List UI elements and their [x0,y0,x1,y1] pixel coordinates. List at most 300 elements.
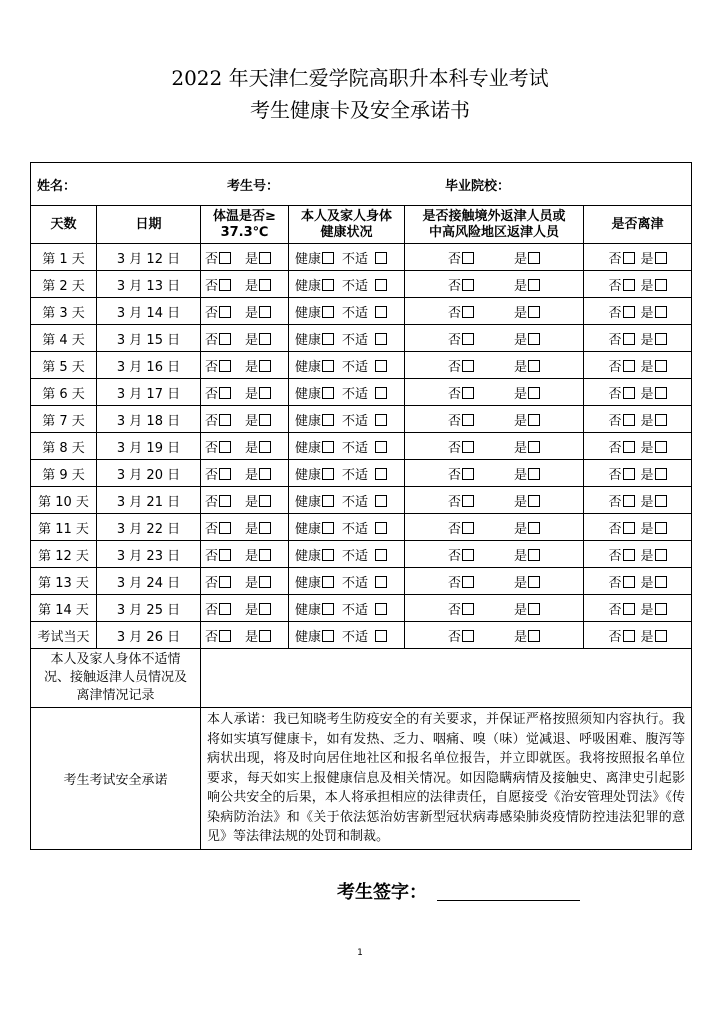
unwell-checkbox[interactable] [375,522,387,534]
contact-no-option [448,626,474,645]
contact-no-checkbox[interactable] [462,333,474,345]
day-cell: 第 2 天 [31,271,97,298]
contact-yes-option [514,491,540,510]
leave-no-checkbox[interactable] [623,414,635,426]
health-cell [289,622,405,649]
contact-no-checkbox[interactable] [462,252,474,264]
leave-cell [584,541,692,568]
leave-yes-checkbox[interactable] [655,630,667,642]
temp-no-label: 否 [205,521,219,537]
leave-yes-label: 是 [640,305,654,321]
contact-no-label: 否 [447,413,461,429]
healthy-checkbox[interactable] [322,252,334,264]
date-cell: 3 月 14 日 [97,298,201,325]
header-contact-line1: 是否接触境外返津人员或 [422,208,566,224]
contact-no-label: 否 [447,521,461,537]
temp-no-checkbox[interactable] [219,387,231,399]
contact-cell [405,325,584,352]
temperature-cell [201,352,289,379]
contact-no-checkbox[interactable] [462,387,474,399]
leave-yes-label: 是 [640,629,654,645]
leave-no-checkbox[interactable] [623,549,635,561]
health-cell [289,487,405,514]
contact-cell [405,568,584,595]
leave-yes-label: 是 [640,575,654,591]
leave-cell [584,352,692,379]
temp-yes-option [245,329,271,348]
unwell-checkbox[interactable] [375,306,387,318]
healthy-checkbox[interactable] [322,306,334,318]
contact-yes-option [514,572,540,591]
contact-yes-label: 是 [514,359,528,375]
unwell-checkbox[interactable] [375,549,387,561]
contact-cell [405,595,584,622]
healthy-label: 健康 [295,413,322,429]
temp-no-label: 否 [205,629,219,645]
healthy-checkbox[interactable] [322,333,334,345]
leave-yes-option [641,248,667,267]
leave-yes-label: 是 [640,440,654,456]
temp-no-checkbox[interactable] [219,414,231,426]
leave-no-checkbox[interactable] [623,252,635,264]
healthy-label: 健康 [295,359,322,375]
day-cell: 第 14 天 [31,595,97,622]
unwell-label: 不适 [342,386,369,402]
temp-no-checkbox[interactable] [219,576,231,588]
leave-no-label: 否 [608,467,622,483]
unwell-checkbox[interactable] [375,387,387,399]
contact-no-label: 否 [447,386,461,402]
leave-no-checkbox[interactable] [623,441,635,453]
health-cell [289,568,405,595]
temp-no-label: 否 [205,413,219,429]
page-number: 1 [357,948,363,958]
contact-yes-checkbox[interactable] [528,279,540,291]
header-day: 天数 [31,206,97,244]
day-row [31,325,692,352]
leave-cell [584,568,692,595]
unwell-label: 不适 [342,548,369,564]
temperature-cell [201,244,289,271]
leave-yes-checkbox[interactable] [655,468,667,480]
health-cell [289,541,405,568]
day-cell: 第 4 天 [31,325,97,352]
temp-no-option [205,410,231,429]
temp-no-checkbox[interactable] [219,441,231,453]
leave-yes-checkbox[interactable] [655,603,667,615]
health-cell [289,406,405,433]
contact-yes-checkbox[interactable] [528,603,540,615]
temp-no-checkbox[interactable] [219,279,231,291]
leave-cell [584,244,692,271]
temp-yes-label: 是 [245,602,259,618]
contact-no-checkbox[interactable] [462,603,474,615]
day-cell: 第 12 天 [31,541,97,568]
leave-no-label: 否 [608,386,622,402]
unwell-checkbox[interactable] [375,576,387,588]
leave-cell [584,433,692,460]
leave-no-option [609,572,635,591]
unwell-label: 不适 [342,521,369,537]
contact-cell [405,406,584,433]
temp-yes-checkbox[interactable] [259,495,271,507]
temp-yes-label: 是 [245,467,259,483]
contact-no-checkbox[interactable] [462,414,474,426]
temp-yes-label: 是 [245,494,259,510]
leave-yes-option [641,545,667,564]
leave-yes-label: 是 [640,494,654,510]
contact-yes-option [514,275,540,294]
day-row [31,433,692,460]
leave-no-option [609,275,635,294]
unwell-checkbox[interactable] [375,495,387,507]
temp-yes-checkbox[interactable] [259,576,271,588]
temp-no-label: 否 [205,305,219,321]
temp-no-label: 否 [205,251,219,267]
healthy-label: 健康 [295,278,322,294]
contact-yes-label: 是 [514,332,528,348]
temperature-cell [201,622,289,649]
temp-yes-checkbox[interactable] [259,306,271,318]
temperature-cell [201,379,289,406]
temp-yes-option [245,302,271,321]
temp-no-option [205,302,231,321]
signature-label: 考生签字： [337,882,427,903]
temp-yes-option [245,464,271,483]
unwell-checkbox[interactable] [375,279,387,291]
contact-no-checkbox[interactable] [462,522,474,534]
date-cell: 3 月 19 日 [97,433,201,460]
contact-yes-option [514,545,540,564]
temp-no-checkbox[interactable] [219,603,231,615]
leave-no-checkbox[interactable] [623,306,635,318]
header-date: 日期 [97,206,201,244]
leave-yes-checkbox[interactable] [655,333,667,345]
header-temperature-line2: 37.3℃ [220,224,269,240]
temp-yes-checkbox[interactable] [259,522,271,534]
leave-yes-checkbox[interactable] [655,522,667,534]
temperature-cell [201,487,289,514]
unwell-label: 不适 [342,332,369,348]
health-card-table [30,162,692,850]
contact-yes-checkbox[interactable] [528,522,540,534]
unwell-label: 不适 [342,602,369,618]
unwell-checkbox[interactable] [375,414,387,426]
temp-yes-label: 是 [245,278,259,294]
title-line-2: 考生健康卡及安全承诺书 [250,98,470,122]
temp-yes-checkbox[interactable] [259,360,271,372]
temp-yes-checkbox[interactable] [259,387,271,399]
healthy-label: 健康 [295,467,322,483]
contact-no-checkbox[interactable] [462,468,474,480]
temp-no-option [205,329,231,348]
contact-yes-label: 是 [514,386,528,402]
contact-yes-option [514,626,540,645]
contact-yes-label: 是 [514,251,528,267]
temp-yes-checkbox[interactable] [259,252,271,264]
leave-yes-label: 是 [640,386,654,402]
leave-cell [584,379,692,406]
leave-cell [584,622,692,649]
contact-no-label: 否 [447,251,461,267]
date-cell: 3 月 25 日 [97,595,201,622]
leave-no-option [609,437,635,456]
leave-yes-checkbox[interactable] [655,279,667,291]
contact-no-checkbox[interactable] [462,576,474,588]
contact-no-option [448,437,474,456]
unwell-checkbox[interactable] [375,441,387,453]
temperature-cell [201,433,289,460]
leave-yes-option [641,626,667,645]
contact-yes-checkbox[interactable] [528,549,540,561]
contact-yes-label: 是 [514,413,528,429]
healthy-checkbox[interactable] [322,414,334,426]
contact-yes-label: 是 [514,305,528,321]
contact-yes-label: 是 [514,521,528,537]
temp-no-checkbox[interactable] [219,360,231,372]
date-cell: 3 月 16 日 [97,352,201,379]
contact-no-checkbox[interactable] [462,549,474,561]
leave-yes-option [641,275,667,294]
healthy-label: 健康 [295,332,322,348]
day-row [31,514,692,541]
day-row [31,487,692,514]
temperature-cell [201,514,289,541]
leave-yes-checkbox[interactable] [655,306,667,318]
unwell-checkbox[interactable] [375,630,387,642]
temp-no-checkbox[interactable] [219,333,231,345]
leave-no-option [609,383,635,402]
healthy-label: 健康 [295,494,322,510]
health-cell [289,298,405,325]
date-cell: 3 月 23 日 [97,541,201,568]
unwell-checkbox[interactable] [375,333,387,345]
temp-yes-option [245,626,271,645]
healthy-checkbox[interactable] [322,630,334,642]
leave-yes-option [641,599,667,618]
date-cell: 3 月 12 日 [97,244,201,271]
contact-yes-label: 是 [514,629,528,645]
temp-no-option [205,491,231,510]
temp-no-checkbox[interactable] [219,252,231,264]
unwell-checkbox[interactable] [375,360,387,372]
unwell-label: 不适 [342,629,369,645]
contact-no-label: 否 [447,305,461,321]
temp-yes-checkbox[interactable] [259,468,271,480]
pledge-text: 本人承诺：我已知晓考生防疫安全的有关要求，并保证严格按照须知内容执行。我将如实填写健康卡，如有发热、乏力、咽痛、嗅（味）觉减退、呼吸困难、腹泻等病状出现，将及时向居住地社区和报名单位报告，并立即就医。我将按照报名单位要求，每天如实上报健康信息及相关情况。如因隐瞒病情及接触史、离津史引起影响公共安全的后果，本人将承担相应的法律责任，自愿接受《治安管理处罚法》《传染病防治法》和《关于依法惩治妨害新型冠状病毒感染肺炎疫情防控违法犯罪的意见》等法律法规的处罚和制裁。 [201,708,692,850]
leave-no-option [609,491,635,510]
leave-no-checkbox[interactable] [623,630,635,642]
contact-yes-checkbox[interactable] [528,414,540,426]
health-cell [289,514,405,541]
contact-yes-checkbox[interactable] [528,306,540,318]
leave-yes-checkbox[interactable] [655,576,667,588]
date-cell: 3 月 17 日 [97,379,201,406]
healthy-checkbox[interactable] [322,468,334,480]
unwell-label: 不适 [342,359,369,375]
healthy-checkbox[interactable] [322,495,334,507]
health-cell [289,271,405,298]
healthy-checkbox[interactable] [322,549,334,561]
temp-yes-checkbox[interactable] [259,333,271,345]
record-label-line3: 离津情况记录 [76,688,155,703]
temp-yes-checkbox[interactable] [259,603,271,615]
contact-yes-checkbox[interactable] [528,360,540,372]
temp-no-checkbox[interactable] [219,306,231,318]
leave-no-option [609,329,635,348]
temperature-cell [201,460,289,487]
contact-yes-checkbox[interactable] [528,387,540,399]
leave-yes-checkbox[interactable] [655,252,667,264]
temp-no-label: 否 [205,548,219,564]
leave-no-label: 否 [608,548,622,564]
leave-no-option [609,626,635,645]
healthy-checkbox[interactable] [322,522,334,534]
date-cell: 3 月 13 日 [97,271,201,298]
contact-cell [405,622,584,649]
healthy-checkbox[interactable] [322,360,334,372]
temp-no-checkbox[interactable] [219,495,231,507]
signature-line[interactable] [437,900,580,901]
leave-yes-label: 是 [640,548,654,564]
temp-no-checkbox[interactable] [219,549,231,561]
contact-yes-option [514,302,540,321]
unwell-checkbox[interactable] [375,468,387,480]
leave-no-checkbox[interactable] [623,279,635,291]
leave-no-label: 否 [608,629,622,645]
healthy-checkbox[interactable] [322,279,334,291]
record-label-line2: 况、接触返津人员情况及 [43,670,187,685]
contact-no-checkbox[interactable] [462,279,474,291]
temp-no-option [205,437,231,456]
leave-cell [584,271,692,298]
leave-yes-label: 是 [640,602,654,618]
leave-yes-label: 是 [640,521,654,537]
temp-no-label: 否 [205,602,219,618]
healthy-checkbox[interactable] [322,441,334,453]
contact-yes-label: 是 [514,440,528,456]
leave-yes-option [641,572,667,591]
contact-yes-checkbox[interactable] [528,333,540,345]
day-row [31,244,692,271]
contact-no-checkbox[interactable] [462,495,474,507]
contact-no-checkbox[interactable] [462,630,474,642]
temp-no-checkbox[interactable] [219,630,231,642]
leave-yes-checkbox[interactable] [655,387,667,399]
unwell-checkbox[interactable] [375,252,387,264]
contact-no-checkbox[interactable] [462,360,474,372]
contact-yes-checkbox[interactable] [528,252,540,264]
contact-no-option [448,491,474,510]
contact-yes-label: 是 [514,467,528,483]
day-cell: 第 13 天 [31,568,97,595]
day-row [31,622,692,649]
unwell-checkbox[interactable] [375,603,387,615]
health-cell [289,460,405,487]
temp-yes-checkbox[interactable] [259,549,271,561]
leave-no-checkbox[interactable] [623,603,635,615]
leave-yes-option [641,491,667,510]
leave-yes-checkbox[interactable] [655,549,667,561]
leave-yes-checkbox[interactable] [655,495,667,507]
healthy-checkbox[interactable] [322,576,334,588]
title-line-1: 2022 年天津仁爱学院高职升本科专业考试 [171,66,549,90]
leave-yes-checkbox[interactable] [655,414,667,426]
record-input-area[interactable] [201,649,692,708]
temp-no-checkbox[interactable] [219,468,231,480]
leave-no-checkbox[interactable] [623,468,635,480]
leave-yes-checkbox[interactable] [655,441,667,453]
day-cell: 第 1 天 [31,244,97,271]
healthy-checkbox[interactable] [322,603,334,615]
leave-yes-checkbox[interactable] [655,360,667,372]
contact-no-checkbox[interactable] [462,441,474,453]
leave-no-checkbox[interactable] [623,360,635,372]
date-cell: 3 月 22 日 [97,514,201,541]
leave-no-checkbox[interactable] [623,495,635,507]
contact-no-label: 否 [447,494,461,510]
temp-yes-option [245,572,271,591]
unwell-label: 不适 [342,251,369,267]
leave-no-label: 否 [608,521,622,537]
temp-yes-label: 是 [245,575,259,591]
contact-yes-checkbox[interactable] [528,576,540,588]
leave-no-option [609,599,635,618]
temp-no-checkbox[interactable] [219,522,231,534]
temp-yes-label: 是 [245,440,259,456]
leave-cell [584,487,692,514]
healthy-checkbox[interactable] [322,387,334,399]
info-row [31,163,692,206]
temp-no-option [205,572,231,591]
contact-cell [405,379,584,406]
temp-yes-checkbox[interactable] [259,279,271,291]
leave-no-checkbox[interactable] [623,576,635,588]
temp-yes-option [245,248,271,267]
contact-yes-checkbox[interactable] [528,495,540,507]
contact-cell [405,514,584,541]
temp-yes-checkbox[interactable] [259,630,271,642]
temperature-cell [201,325,289,352]
contact-no-option [448,356,474,375]
contact-no-label: 否 [447,602,461,618]
contact-yes-option [514,518,540,537]
contact-no-option [448,275,474,294]
day-cell: 第 8 天 [31,433,97,460]
contact-no-checkbox[interactable] [462,306,474,318]
health-cell [289,325,405,352]
temp-no-label: 否 [205,575,219,591]
leave-cell [584,514,692,541]
temp-no-label: 否 [205,467,219,483]
contact-yes-checkbox[interactable] [528,468,540,480]
temp-yes-checkbox[interactable] [259,441,271,453]
temp-no-option [205,545,231,564]
contact-yes-checkbox[interactable] [528,630,540,642]
temperature-cell [201,568,289,595]
temp-yes-checkbox[interactable] [259,414,271,426]
healthy-label: 健康 [295,629,322,645]
day-row [31,460,692,487]
contact-cell [405,271,584,298]
contact-yes-checkbox[interactable] [528,441,540,453]
contact-no-option [448,302,474,321]
leave-no-checkbox[interactable] [623,522,635,534]
leave-no-checkbox[interactable] [623,333,635,345]
leave-no-checkbox[interactable] [623,387,635,399]
contact-yes-option [514,329,540,348]
temp-no-option [205,275,231,294]
